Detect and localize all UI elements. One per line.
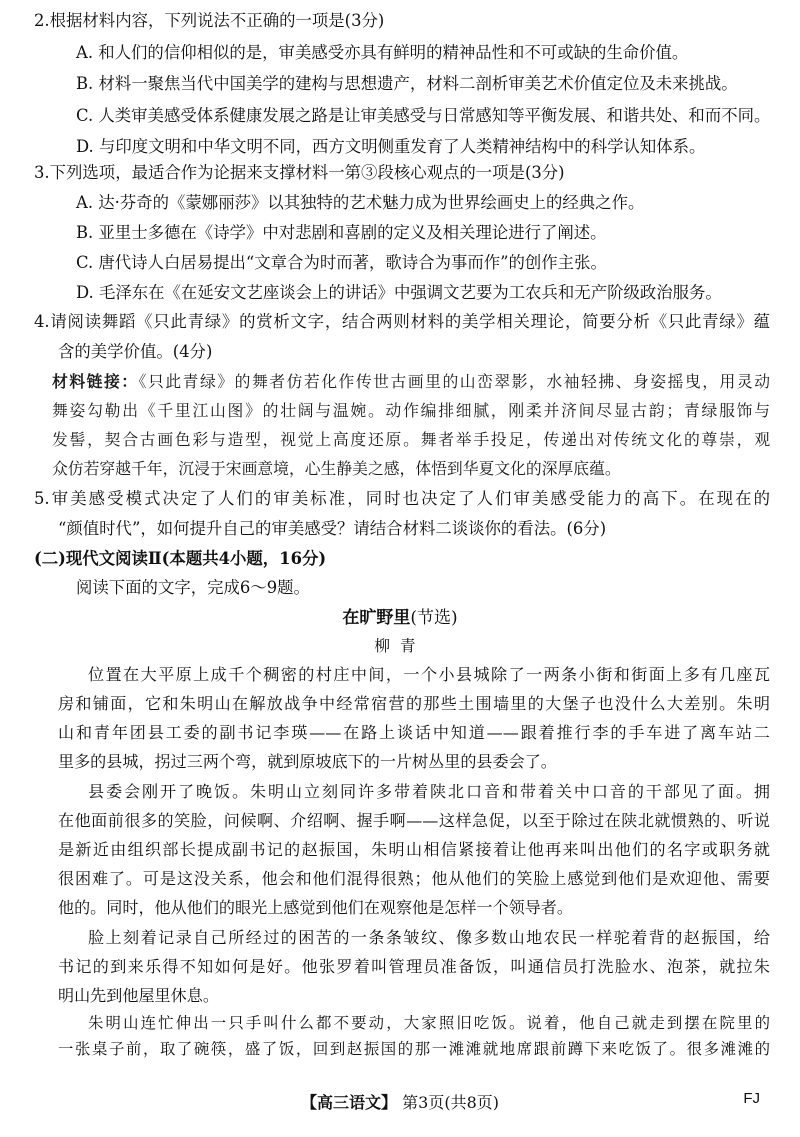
question-5-line-1: 5.审美感受模式决定了人们的审美标准，同时也决定了人们审美感受能力的高下。在现在的 — [34, 489, 770, 508]
article-paragraph-2-line: 在他面前很多的笑脸，问候啊、介绍啊、握手啊——这样急促，以至于除过在陕北就惯熟的、听说 — [58, 811, 770, 830]
question-2-option-b: B. 材料一聚焦当代中国美学的建构与思想遗产，材料二剖析审美艺术价值定位及未来挑战。 — [76, 74, 738, 93]
section-instruction: 阅读下面的文字，完成6～9题。 — [76, 578, 310, 597]
question-2-option-c: C. 人类审美感受体系健康发展之路是让审美感受与日常感知等平衡发展、和谐共处、和而不同。 — [76, 106, 771, 125]
question-3-option-a: A. 达·芬奇的《蒙娜丽莎》以其独特的艺术魅力成为世界绘画史上的经典之作。 — [76, 193, 645, 212]
page-footer: 【高三语文】 第3页(共8页) FJ — [301, 1090, 760, 1112]
question-3-option-b: B. 亚里士多德在《诗学》中对悲剧和喜剧的定义及相关理论进行了阐述。 — [76, 223, 607, 242]
article-paragraph-2-line: 县委会刚开了晚饭。朱明山立刻同许多带着陕北口音和带着关中口音的干部见了面。拥 — [88, 782, 770, 801]
material-link-line-4: 众仿若穿越千年，沉浸于宋画意境，心生静美之感，体悟到华夏文化的深厚底蕴。 — [52, 459, 621, 478]
question-3-stem: 3.下列选项，最适合作为论据来支撑材料一第③段核心观点的一项是(3分) — [34, 163, 565, 182]
question-4-stem-line-1: 4.请阅读舞蹈《只此青绿》的赏析文字，结合两则材料的美学相关理论，简要分析《只此青绿》蕴 — [34, 312, 770, 331]
article-paragraph-2-line: 很困难了。可是这没关系，他会和他们混得很熟；他从他们的笑脸上感觉到他们是欢迎他、需要 — [58, 869, 770, 888]
section-heading: (二)现代文阅读Ⅱ(本题共4小题，16分) — [34, 549, 327, 568]
article-author: 柳青 — [374, 637, 426, 655]
material-link-line-3: 发髻，契合古画色彩与造型，视觉上高度还原。舞者举手投足，传递出对传统文化的尊崇，观 — [52, 430, 770, 449]
article-paragraph-1-line: 里多的县城，拐过三两个弯，就到原坡底下的一片树丛里的县委会了。 — [58, 752, 557, 771]
question-2-option-d: D. 与印度文明和中华文明不同，西方文明侧重发育了人类精神结构中的科学认知体系。 — [76, 137, 706, 156]
footer-code: FJ — [743, 1090, 760, 1107]
article-title — [0, 603, 800, 633]
article-paragraph-3-line: 书记的到来乐得不知如何是好。他张罗着叫管理员准备饭，叫通信员打洗脸水、泡茶，就拉朱 — [58, 957, 770, 976]
question-3-option-d: D. 毛泽东在《在延安文艺座谈会上的讲话》中强调文艺要为工农兵和无产阶级政治服务。 — [76, 283, 722, 302]
material-link-label: 材料链接： — [52, 372, 139, 391]
question-4-stem-line-2: 含的美学价值。(4分) — [58, 342, 213, 361]
article-paragraph-4-line: 朱明山连忙伸出一只手叫什么都不要动，大家照旧吃饭。说着，他自己就走到摆在院里的 — [88, 1014, 770, 1032]
article-paragraph-4-line: 一张桌子前，取了碗筷，盛了饭，回到赵振国的那一滩滩就地席跟前蹲下来吃饭了。很多滩滩的 — [58, 1040, 770, 1058]
article-title-note: (节选) — [410, 608, 458, 628]
article-paragraph-1-line: 山和青年团县工委的副书记李瑛——在路上谈话中知道——跟着推行李的手车进了离车站二 — [58, 723, 770, 742]
footer-subject: 高三语文 — [317, 1093, 382, 1112]
question-2-stem: 2.根据材料内容，下列说法不正确的一项是(3分) — [34, 11, 385, 30]
question-5-line-2: “颜值时代”，如何提升自己的审美感受？请结合材料二谈谈你的看法。(6分) — [58, 519, 607, 538]
article-paragraph-3-line: 明山先到他屋里休息。 — [58, 986, 219, 1005]
footer-page-number: 第3页(共8页) — [402, 1093, 499, 1112]
question-3-option-c: C. 唐代诗人白居易提出“文章合为时而著，歌诗合为事而作”的创作主张。 — [76, 253, 607, 272]
material-link-line-1: 材料链接：《只此青绿》的舞者仿若化作传世古画里的山峦翠影，水袖轻拂、身姿摇曳，用灵动 — [52, 372, 770, 391]
article-title-main: 在旷野里 — [342, 608, 411, 628]
article-paragraph-2-line: 是新近由组织部长提成副书记的赵振国，朱明山相信紧接着让他再来叫出他们的名字或职务就 — [58, 840, 770, 859]
article-paragraph-1-line: 房和铺面，它和朱明山在解放战争中经常宿营的那些土围墙里的大堡子也没什么大差别。朱明 — [58, 694, 770, 713]
article-paragraph-3-line: 脸上刻着记录自己所经过的困苦的一条条皱纹、像多数山地农民一样驼着背的赵振国，给 — [88, 928, 770, 947]
article-paragraph-2-line: 他的。同时，他从他们的眼光上感觉到他们在观察他是怎样一个领导者。 — [58, 898, 573, 917]
article-paragraph-1-line: 位置在大平原上成千个稠密的村庄中间，一个小县城除了一两条小街和街面上多有几座瓦 — [88, 665, 770, 684]
material-link-line-2: 舞姿勾勒出《千里江山图》的壮阔与温婉。动作编排细腻，刚柔并济间尽显古韵；青绿服饰与 — [52, 401, 770, 420]
question-2-option-a: A. 和人们的信仰相似的是，审美感受亦具有鲜明的精神品性和不可或缺的生命价值。 — [76, 43, 689, 62]
